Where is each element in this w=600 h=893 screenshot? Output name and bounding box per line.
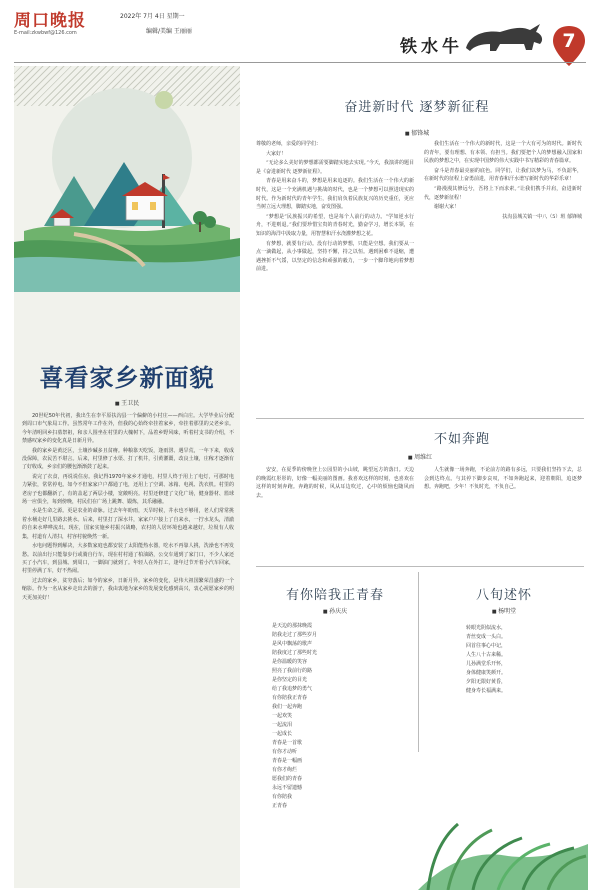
poem-line: 愿我们的青春 — [272, 776, 303, 782]
poem-line: 转眼光阴似流水， — [466, 625, 507, 631]
article2-title: 不如奔跑 — [433, 432, 490, 447]
article1-paragraph: 有梦想，就要有行动。没有行动的梦想，只能是空想。我们要从一点一滴做起，从小事做起，坚持不懈，持之以恒。遇到困难不退缩，遭遇挫折不气馁，以坚定的信念和顽强的毅力，一步一个脚印地向着梦想前进。 — [256, 240, 414, 273]
poem-line: 是天边的那抹晚霞 — [272, 623, 313, 629]
article1-paragraph: 尊敬的老师，亲爱的同学们： — [256, 141, 322, 147]
article4-title: 八旬述怀 — [475, 588, 532, 603]
feature-paragraph: 过去的家乡，贫穷落后；如今的家乡，日新月异。家乡的变化，是伟大祖国繁荣昌盛的一个缩影。作为一名从家乡走出去的游子，我由衷地为家乡的发展变化感到高兴，衷心祝愿家乡的明天更加美好！ — [22, 577, 234, 601]
poem-line: 正青春 — [272, 803, 288, 809]
article4-author: ■ 杨明堂 — [424, 606, 584, 615]
poem-line: 是你坚定的目光 — [272, 677, 308, 683]
feature-paragraph: 说完了衣食，再说说住房。我记得1970年家乡才通电，村里人终于用上了电灯，可那时电力紧张，常常停电。如今不但家家户户都通了电，还用上了空调、冰箱、电视、洗衣机。村里的老房子也都翻新了，有的盖起了两层小楼，宽敞明亮。村里还修建了文化广场，健身器材、篮球场一应俱全，每到傍晚，村民们在广场上跳舞、锻炼，其乐融融。 — [22, 473, 234, 506]
poem-line: 永远不留遗憾 — [272, 785, 303, 791]
poem-line: 有你陪我正青春 — [272, 695, 308, 701]
poem-line: 有你才绚烂 — [272, 767, 298, 773]
issue-date: 2022年 7月 4日 星期一 — [120, 13, 185, 20]
poem-line: 人生八十古来稀。 — [466, 652, 507, 658]
poem-line: 我们一起奔跑 — [272, 704, 303, 710]
feature-paragraph: 我的家乡是黄泛区，土壤沙碱多且贫瘠。种粮靠天吃饭，逢雨涝、遇旱荒，一年下来，收成没保障，农民苦不堪言。后来，村里修了水渠、打了机井，引黄灌溉，改良土壤，庄稼才逐渐有了好收成，乡亲们的腰包渐渐鼓了起来。 — [22, 447, 234, 471]
article3-poem — [272, 622, 412, 811]
poem-line: 夕阳无限好黄昏， — [466, 679, 507, 685]
poem-line: 儿孙满堂乐开怀， — [466, 661, 507, 667]
section-title: 铁水牛 — [400, 37, 463, 57]
poem-line: 有你陪我 — [272, 794, 293, 800]
column-divider — [418, 572, 419, 752]
poem-line: 一起欢笑 — [272, 713, 293, 719]
poem-line: 回首往事心中记， — [466, 643, 507, 649]
article1-column-right — [424, 140, 582, 222]
article1-paragraph: “梦想是”民族振兴的希望，也是每个人前行的动力。“学如逆水行舟，不进则退。”我们要珍惜宝贵的青春时光，勤奋学习，增长本领，在知识的海洋中汲取力量，用智慧和汗水浇灌梦想之花。 — [256, 213, 414, 237]
page-number: 7 — [562, 30, 576, 52]
poem-line: 青春是一幅画 — [272, 758, 303, 764]
poem-line: 青春是一首歌 — [272, 740, 303, 746]
feature-author: ■ 王卫民 — [14, 398, 240, 407]
article2-paragraph: 安安，在夏季的傍晚登上公园里的小山坡，眺望远方的落日。天边的晚霞红彤彤的，好像一幅美丽的图画。我喜欢这样的时刻，也喜欢在这样的时刻奔跑。奔跑的时候，风从耳边吹过，心中的烦恼也随风而去。 — [256, 467, 414, 499]
poem-line: 给了我追梦的勇气 — [272, 686, 313, 692]
email-address: E-mail:zkwbwf@126.com — [14, 30, 77, 36]
editor-credit: 编辑/美编 王丽丽 — [146, 28, 192, 35]
article-divider — [256, 418, 584, 419]
poem-line: 身体健康笑颜开。 — [466, 670, 507, 676]
article-divider — [256, 566, 584, 567]
grass-illustration — [418, 760, 588, 890]
article4-poem — [466, 624, 576, 696]
feature-headline: 喜看家乡新面貌 — [39, 363, 215, 392]
poem-line: 一起成长 — [272, 731, 293, 737]
village-illustration — [14, 66, 240, 296]
poem-line: 是你温暖的笑容 — [272, 659, 308, 665]
poem-line: 照亮了我前行的路 — [272, 668, 313, 674]
article1-paragraph: 大家好！ — [266, 150, 287, 157]
article3-title: 有你陪我正青春 — [285, 588, 384, 603]
feature-body — [22, 412, 234, 603]
article1-paragraph: 我们生活在一个伟大的新时代，这是一个大有可为的时代。新时代的青年，要有理想、有本领、有担当。我们要把个人的梦想融入国家和民族的梦想之中，在实现中国梦的伟大实践中书写精彩的青春篇章。 — [424, 141, 582, 165]
feature-paragraph: 20世纪50年代初，我出生在李平原扶沟县一个偏僻的小村庄——西白庄。大学毕业后分配到周口市气象局工作。虽然常年工作在外，但我的心始终牵挂着家乡，牵挂着那里的父老乡亲。今年清明回乡扫墓祭祖，和亲人围坐在村里的大槐树下，品着乡野风味，听着村支书的介绍，不禁感叹家乡的变化真是日新月异。 — [22, 413, 234, 445]
poem-line: 健身寿长福满来。 — [466, 688, 507, 694]
newspaper-logo: 周口晚报 — [14, 11, 86, 31]
article1-paragraph: 谢谢大家！ — [434, 204, 460, 211]
article3-author: ■ 孙庆庆 — [256, 606, 414, 615]
article1-title: 奋进新时代 逐梦新征程 — [344, 100, 490, 115]
article1-signature: 扶沟县城关镇一中八（5）班 郁锋城 — [502, 213, 582, 220]
article2-paragraph: 人生就像一场奔跑，不论前方的路有多远，只要我们坚持下去，总会到达终点。与其停下脚步哀叹，不如奔跑起来，迎着朝阳，追逐梦想。奔跑吧，少年！不负时光，不负自己。 — [424, 467, 582, 491]
article1-paragraph: “路漫漫其修远兮，吾将上下而求索。”让我们携手并肩，奋进新时代，逐梦新征程！ — [424, 185, 582, 201]
poem-line: 是风中飘荡的歌声 — [272, 641, 313, 647]
iron-ox-icon — [460, 20, 550, 54]
article1-paragraph: “无论多么美好的梦想都需要脚踏实地去实现。”今天，我演讲的题目是《奋进新时代 逐梦新征程》。 — [256, 160, 414, 175]
poem-line: 一起流泪 — [272, 722, 293, 728]
masthead — [0, 0, 600, 62]
article1-paragraph: 奋斗是青春最亮丽的底色。同学们，让我们以梦为马，不负韶华，在新时代的征程上奋勇前进，用青春和汗水谱写新时代的华彩乐章！ — [424, 167, 582, 183]
feature-paragraph: 水电问题得到解决，大多数家庭也都安装了太阳能热水器，吃水不再靠人挑，洗澡也不再发愁。以前出行只能靠步行或骑自行车，现在村村通了柏油路，公交车通到了家门口，不少人家还买了小汽车，到县城、到周口，一脚油门就到了。年轻人在外打工，逢年过节开着小汽车回家，村里停满了车，好不热闹。 — [22, 543, 234, 575]
poem-line: 陪我走过了那些岁月 — [272, 632, 318, 638]
feature-column — [14, 66, 240, 888]
article1-paragraph: 青春是用来奋斗的，梦想是用来追逐的。我们生活在一个伟大的新时代，这是一个充满机遇与挑战的时代，也是一个梦想可以照进现实的时代。作为新时代的青年学生，我们肩负着民族复兴的历史重任，更应当树立远大理想，脚踏实地，奋发图强。 — [256, 178, 414, 211]
feature-paragraph: 水是生命之源。更是农业的命脉。过去年年盼雨，天旱时候，井水也不够用，老人们常常挑着水桶走好几里路去挑水。后来，村里打了深水井，家家户户接上了自来水，一拧水龙头，清澈的自来水哗哗流出。现在，国家实施乡村振兴战略，农村的人居环境也越来越好，垃圾有人收集，村道有人清扫，村容村貌焕然一新。 — [22, 508, 234, 540]
article2-column-left — [256, 466, 414, 501]
article2-author: ■ 周维红 — [256, 452, 584, 461]
poem-line: 陪我度过了那些时光 — [272, 650, 318, 656]
article1-column-left — [256, 140, 414, 275]
poem-line: 有你才动听 — [272, 749, 298, 755]
poem-line: 青丝变成一头白。 — [466, 634, 507, 640]
article1-author: ■ 郁锋城 — [248, 128, 586, 137]
masthead-rule — [14, 62, 586, 63]
article2-column-right — [424, 466, 582, 493]
